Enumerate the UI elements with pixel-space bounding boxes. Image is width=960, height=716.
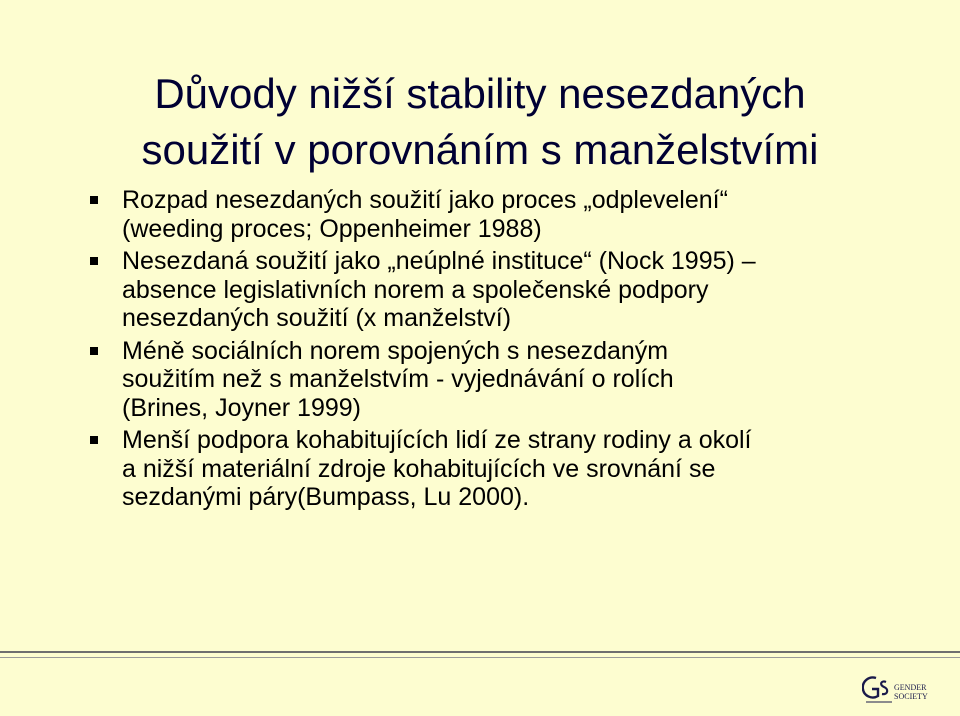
bullet-list <box>84 186 884 516</box>
footer-divider-thin <box>0 657 960 658</box>
bullet-text-line: nesezdaných soužití (x manželství) <box>122 304 512 332</box>
bullet-text-line: (weeding proces; Oppenheimer 1988) <box>122 214 542 243</box>
gender-society-logo <box>862 672 932 708</box>
square-bullet-icon <box>90 196 98 204</box>
bullet-text-line: (Brines, Joyner 1999) <box>122 393 362 422</box>
logo-graphic <box>862 672 932 708</box>
square-bullet-icon <box>90 347 98 355</box>
logo-text-bottom: SOCIETY <box>894 692 928 701</box>
square-bullet-icon <box>90 257 98 265</box>
bullet-text-line: a nižší materiální zdroje kohabitujících ve srovnání se <box>122 454 716 483</box>
bullet-text-line: Nesezdaná soužití jako „neúplné instituce“ (Nock 1995) – <box>122 247 756 275</box>
bullet-text-line: absence legislativních norem a společenské podpory <box>122 275 709 304</box>
slide-title-line-1: Důvody nižší stability nesezdaných <box>154 70 806 117</box>
slide-title-line-2: soužití v porovnáním s manželstvími <box>141 126 819 173</box>
bullet-text-line: soužitím než s manželstvím - vyjednávání o rolích <box>122 365 674 393</box>
bullet-item <box>84 337 884 423</box>
bullet-item <box>84 426 884 512</box>
slide-title <box>40 66 920 178</box>
logo-text-top: GENDER <box>894 683 927 692</box>
bullet-text-line: Menší podpora kohabitujících lidí ze strany rodiny a okolí <box>122 426 752 454</box>
bullet-item <box>84 247 884 333</box>
bullet-item <box>84 186 884 243</box>
footer-divider <box>0 651 960 653</box>
bullet-text-line: Méně sociálních norem spojených s nesezdaným <box>122 336 669 365</box>
square-bullet-icon <box>90 436 98 444</box>
bullet-text-line: sezdanými páry(Bumpass, Lu 2000). <box>122 483 530 511</box>
bullet-text-line: Rozpad nesezdaných soužití jako proces „odplevelení“ <box>122 186 728 214</box>
